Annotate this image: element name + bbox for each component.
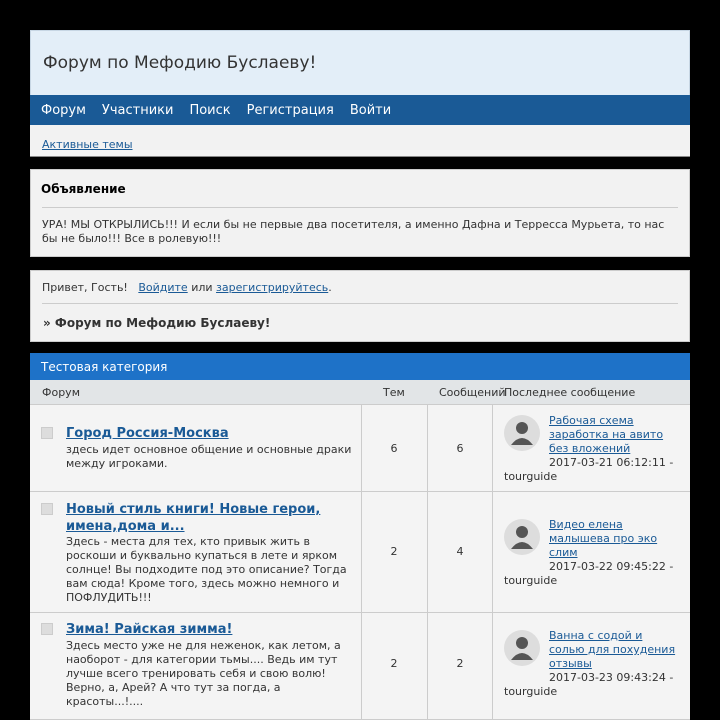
last-post-user[interactable]: tourguide [504,574,558,587]
topic-count: 2 [390,657,398,670]
col-posts: Сообщений [439,386,506,399]
forum-name[interactable]: Зима! Райская зимма! [66,622,233,637]
forum-description: Здесь место уже не для неженок, как летом, а наоборот - для категории тьмы.... Ведь им тут лучше всего тренировать себя и свою волю! Верно, а, Арей? А что тут за погда, а красоты...!.... [66,639,341,708]
login-link[interactable]: Войдите [138,281,188,294]
col-topics: Тем [383,386,405,399]
nav-search[interactable]: Поиск [189,102,231,118]
category-title[interactable]: Тестовая категория [30,353,690,380]
announcement-box [30,169,690,257]
nav-register[interactable]: Регистрация [246,102,334,118]
active-topics-link[interactable]: Активные темы [42,138,133,151]
col-forum: Форум [42,386,80,399]
last-post-user[interactable]: tourguide [504,470,558,483]
forum-row [30,613,690,720]
post-count: 6 [456,442,464,455]
user-avatar-icon [504,415,540,451]
nav-members[interactable]: Участники [101,102,174,118]
or-text: или [191,281,213,294]
announcement-title: Объявление [41,182,126,196]
forum-header [30,30,690,157]
last-post-date: 2017-03-21 06:12:11 - [549,456,674,469]
topic-count: 6 [390,442,398,455]
main-nav [30,95,690,125]
last-post-link[interactable]: Рабочая схема заработка на авито без вложений [549,414,664,455]
last-post-date: 2017-03-22 09:45:22 - [549,560,674,573]
forum-status-icon [41,623,53,635]
last-post-date: 2017-03-23 09:43:24 - [549,671,674,684]
forum-status-icon [41,503,53,515]
register-link[interactable]: зарегистрируйтесь [216,281,329,294]
nav-login[interactable]: Войти [349,102,392,118]
forum-description: Здесь - места для тех, кто привык жить в роскоши и буквально купаться в лете и ярком солнце! Вы подходите под это описание? Тогда вам сюда! Кроме того, здесь можно немного и ПОФЛУДИТЬ!!! [66,535,347,604]
forum-status-icon [41,427,53,439]
greeting: Привет, Гость! [42,281,128,294]
post-count: 4 [456,545,464,558]
announcement-text: УРА! МЫ ОТКРЫЛИСЬ!!! И если бы не первые два посетителя, а именно Дафна и Терресса Мурьета, то нас бы не было!!! Все в ролевую!!! [42,218,665,245]
user-avatar-icon [504,630,540,666]
forum-table [30,353,690,720]
topic-count: 2 [390,545,398,558]
site-title: Форум по Мефодию Буслаеву! [30,30,690,95]
subnav [30,125,690,157]
welcome-line [31,271,689,303]
nav-forum[interactable]: Форум [41,102,86,118]
welcome-box [30,270,690,342]
col-last-post: Последнее сообщение [504,386,636,399]
forum-name[interactable]: Город Россия-Москва [66,426,229,441]
table-header [30,380,690,405]
post-count: 2 [456,657,464,670]
last-post [549,518,679,560]
last-post-link[interactable]: Видео елена малышева про эко слим [549,518,658,559]
last-post [549,629,679,671]
user-avatar-icon [504,519,540,555]
last-post [549,414,679,456]
period: . [328,281,332,294]
breadcrumb: » Форум по Мефодию Буслаеву! [43,316,271,330]
forum-name[interactable]: Новый стиль книги! Новые герои, имена,дома и... [66,502,321,534]
forum-row [30,492,690,613]
forum-row [30,405,690,492]
last-post-link[interactable]: Ванна с содой и солью для похудения отзывы [549,629,676,670]
forum-description: здесь идет основное общение и основные драки между игроками. [66,443,352,470]
last-post-user[interactable]: tourguide [504,685,558,698]
